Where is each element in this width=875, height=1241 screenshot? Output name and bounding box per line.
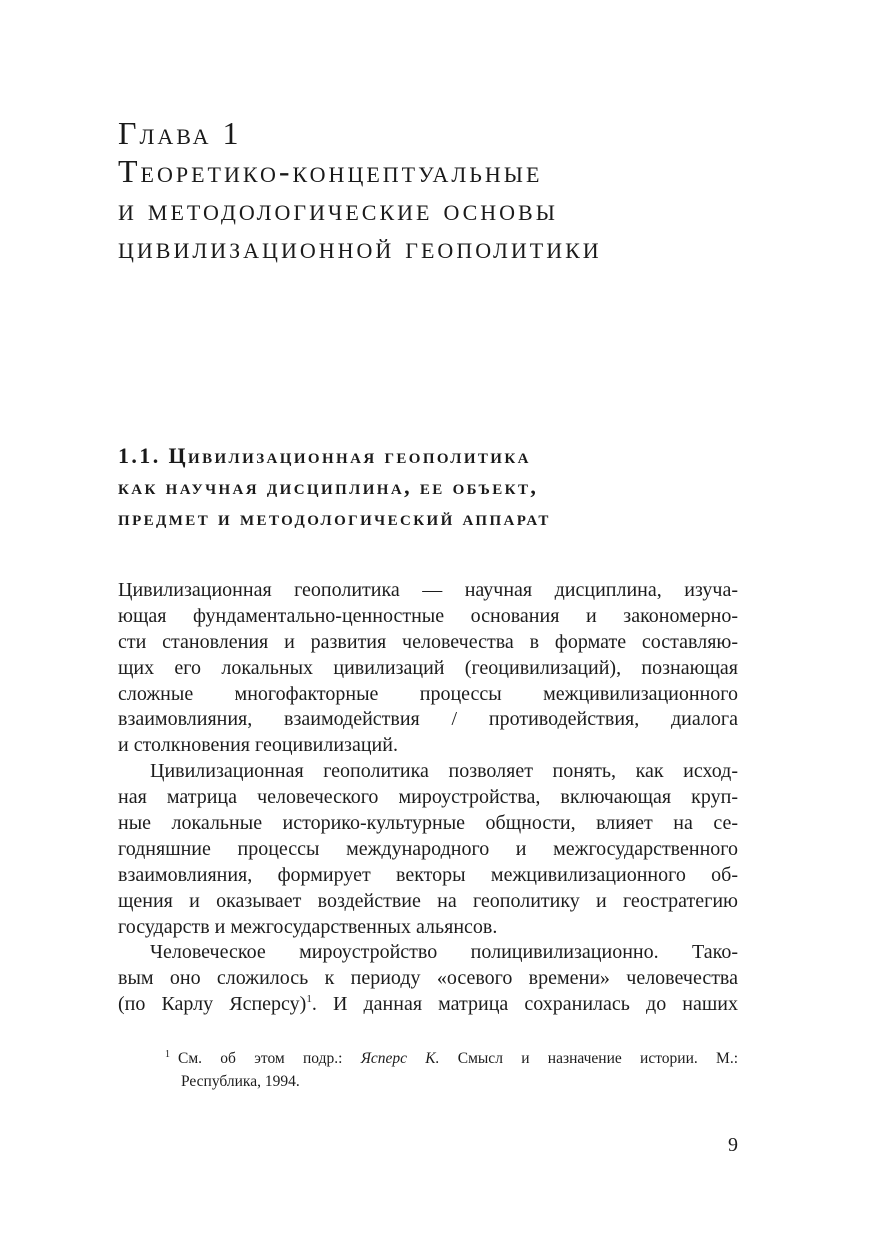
text-line <box>118 992 738 1018</box>
page-number: 9 <box>728 1134 738 1156</box>
paragraph-3 <box>118 940 738 1018</box>
section-title-line: предмет и методологический аппарат <box>118 505 551 530</box>
footnote-rest: Смысл и назначение истории. М.: <box>439 1050 739 1067</box>
text-fragment: . И данная матрица сохранилась до наших <box>311 993 738 1016</box>
chapter-title-line: Глава 1 <box>118 115 242 151</box>
text-line: Человеческое мироустройство полицивилизационно. Тако- <box>150 941 738 964</box>
text-line: взаимовлияния, формирует векторы межцивилизационного об- <box>118 863 738 886</box>
footnote-mark: 1 <box>165 1049 170 1060</box>
footnote <box>165 1047 738 1093</box>
footnote-author: Ясперс К. <box>360 1050 440 1067</box>
footnote-prefix: См. об этом подр.: <box>178 1050 361 1067</box>
body-text <box>118 578 738 1018</box>
paragraph-1 <box>118 578 738 759</box>
chapter-title-line: цивилизационной геополитики <box>118 229 602 265</box>
text-line: вым оно сложилось к периоду «осевого времени» человечества <box>118 967 738 990</box>
chapter-title <box>118 114 818 266</box>
text-line: ные локальные историко-культурные общности, влияет на се- <box>118 812 738 835</box>
paragraph-2 <box>118 759 738 940</box>
chapter-title-line: и методологические основы <box>118 191 558 227</box>
text-line: щения и оказывает воздействие на геополитику и геостратегию <box>118 889 738 912</box>
chapter-title-line: Теоретико-концептуальные <box>118 153 543 189</box>
section-title-line: как научная дисциплина, ее объект, <box>118 474 539 499</box>
section-title-line: 1.1. Цивилизационная геополитика <box>118 443 531 468</box>
text-line: ющая фундаментально-ценностные основания и закономерно- <box>118 604 738 627</box>
footnote-line: Республика, 1994. <box>181 1073 300 1090</box>
text-line: щих его локальных цивилизаций (геоцивилизаций), познающая <box>118 656 738 679</box>
text-line: государств и межгосударственных альянсов. <box>118 915 498 938</box>
text-line: ная матрица человеческого мироустройства, включающая круп- <box>118 786 738 809</box>
text-line: взаимовлияния, взаимодействия / противодействия, диалога <box>118 708 738 731</box>
text-line: годняшние процессы международного и межгосударственного <box>118 837 738 860</box>
text-line: сложные многофакторные процессы межцивилизационного <box>118 682 738 705</box>
text-fragment: (по Карлу Ясперсу) <box>118 993 307 1016</box>
text-line: Цивилизационная геополитика — научная дисциплина, изуча- <box>118 579 738 601</box>
section-title <box>118 440 818 533</box>
text-line: и столкновения геоцивилизаций. <box>118 734 398 757</box>
text-line: сти становления и развития человечества в формате составляю- <box>118 630 738 653</box>
text-line: Цивилизационная геополитика позволяет понять, как исход- <box>150 760 738 783</box>
footnote-reference[interactable]: 1 <box>306 993 312 1006</box>
footnote-line <box>165 1047 738 1070</box>
